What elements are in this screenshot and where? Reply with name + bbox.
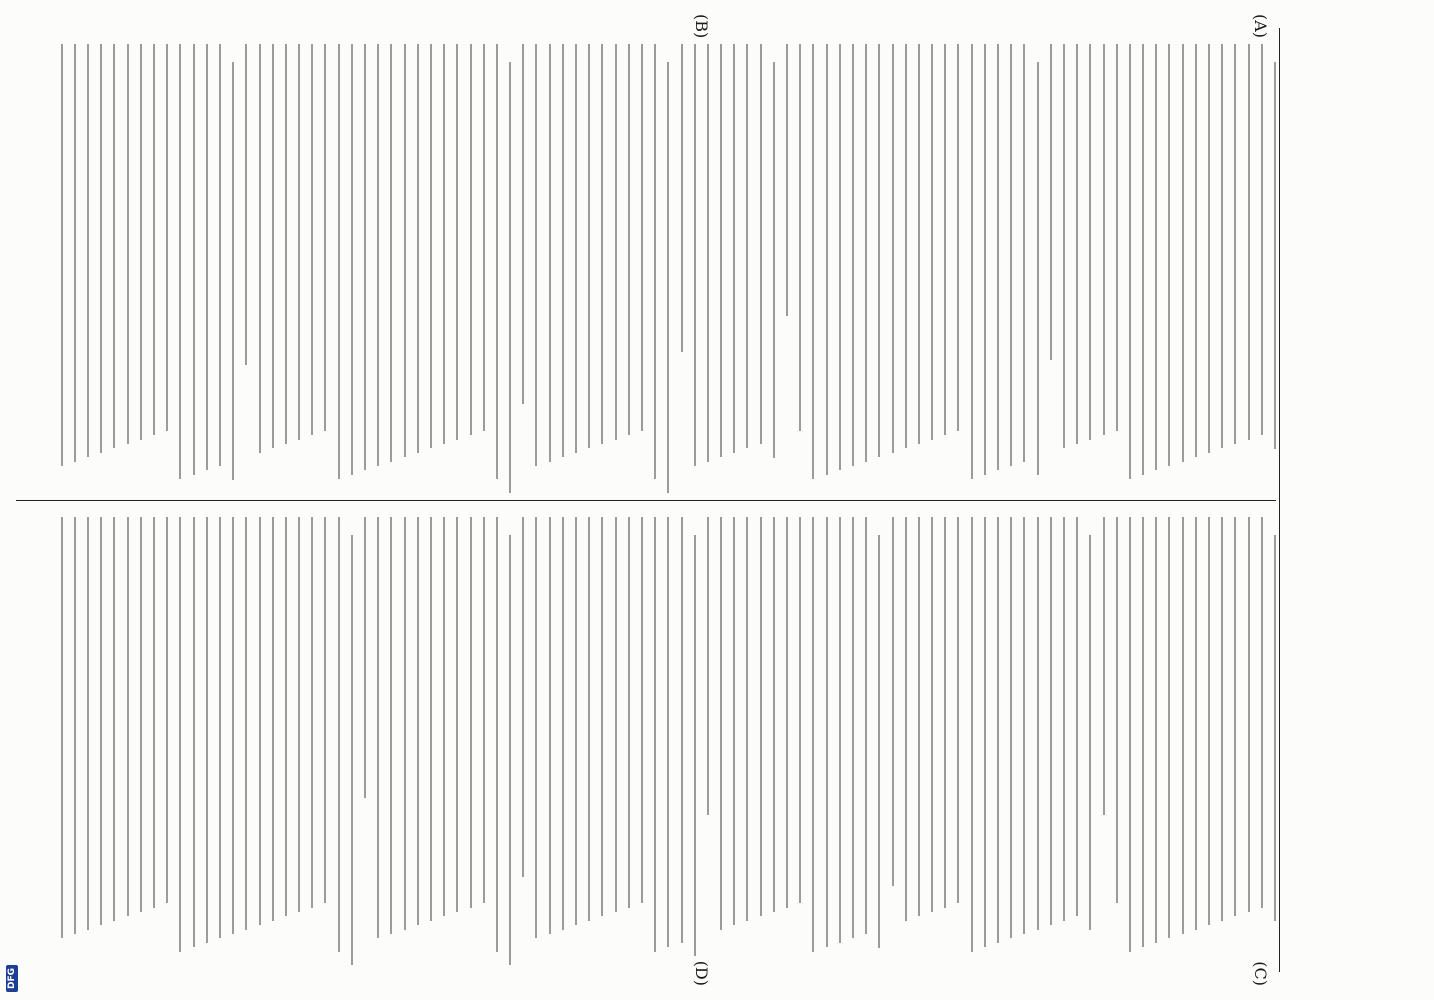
text-line-placeholder bbox=[931, 517, 933, 913]
text-line-placeholder bbox=[325, 517, 327, 904]
text-line-placeholder bbox=[865, 517, 867, 935]
text-line-placeholder bbox=[549, 517, 551, 935]
text-line-placeholder bbox=[153, 44, 155, 435]
text-line-placeholder bbox=[1076, 44, 1078, 444]
text-line-placeholder bbox=[707, 517, 709, 816]
text-line-placeholder bbox=[918, 517, 920, 917]
text-line-placeholder bbox=[285, 517, 287, 917]
text-line-placeholder bbox=[747, 44, 749, 448]
margin-marker-c: (C) bbox=[1251, 961, 1270, 986]
text-line-placeholder bbox=[364, 44, 366, 470]
text-line-placeholder bbox=[100, 517, 102, 926]
text-line-placeholder bbox=[997, 517, 999, 943]
text-line-placeholder bbox=[496, 44, 498, 479]
text-line-placeholder bbox=[179, 44, 181, 479]
left-column-lines bbox=[61, 44, 1276, 484]
text-line-placeholder bbox=[720, 517, 722, 930]
text-line-placeholder bbox=[87, 517, 89, 930]
text-line-placeholder bbox=[219, 44, 221, 466]
text-line-placeholder bbox=[760, 517, 762, 917]
text-line-placeholder bbox=[588, 517, 590, 921]
text-line-placeholder bbox=[536, 517, 538, 939]
text-line-placeholder bbox=[1208, 44, 1210, 453]
text-line-placeholder bbox=[958, 44, 960, 431]
text-line-placeholder bbox=[984, 44, 986, 475]
text-line-placeholder bbox=[773, 517, 775, 913]
text-line-placeholder bbox=[351, 535, 353, 966]
text-line-placeholder bbox=[417, 44, 419, 453]
text-line-placeholder bbox=[944, 44, 946, 435]
text-line-placeholder bbox=[127, 44, 129, 444]
text-line-placeholder bbox=[1129, 517, 1131, 952]
text-line-placeholder bbox=[1050, 44, 1052, 360]
text-line-placeholder bbox=[61, 44, 63, 466]
text-line-placeholder bbox=[799, 517, 801, 904]
text-line-placeholder bbox=[918, 44, 920, 444]
text-line-placeholder bbox=[364, 517, 366, 798]
text-line-placeholder bbox=[193, 44, 195, 475]
text-line-placeholder bbox=[1248, 44, 1250, 440]
text-line-placeholder bbox=[892, 44, 894, 453]
text-line-placeholder bbox=[852, 517, 854, 939]
text-line-placeholder bbox=[852, 44, 854, 466]
text-line-placeholder bbox=[127, 517, 129, 917]
text-line-placeholder bbox=[206, 44, 208, 470]
text-line-placeholder bbox=[1155, 517, 1157, 943]
text-line-placeholder bbox=[905, 44, 907, 448]
text-line-placeholder bbox=[259, 517, 261, 926]
text-line-placeholder bbox=[760, 44, 762, 444]
text-line-placeholder bbox=[496, 517, 498, 952]
text-line-placeholder bbox=[1116, 517, 1118, 904]
text-line-placeholder bbox=[931, 44, 933, 440]
text-line-placeholder bbox=[536, 44, 538, 466]
text-line-placeholder bbox=[87, 44, 89, 457]
text-line-placeholder bbox=[245, 44, 247, 365]
text-line-placeholder bbox=[720, 44, 722, 457]
text-line-placeholder bbox=[1023, 517, 1025, 935]
text-line-placeholder bbox=[839, 44, 841, 470]
text-line-placeholder bbox=[259, 44, 261, 453]
text-line-placeholder bbox=[575, 44, 577, 453]
text-line-placeholder bbox=[404, 44, 406, 457]
text-line-placeholder bbox=[140, 517, 142, 913]
text-line-placeholder bbox=[311, 517, 313, 908]
text-line-placeholder bbox=[74, 517, 76, 935]
text-line-placeholder bbox=[839, 517, 841, 943]
text-line-placeholder bbox=[786, 44, 788, 316]
text-line-placeholder bbox=[509, 535, 511, 966]
text-line-placeholder bbox=[1182, 517, 1184, 935]
text-line-placeholder bbox=[298, 517, 300, 913]
text-line-placeholder bbox=[232, 517, 234, 935]
text-line-placeholder bbox=[1261, 44, 1263, 435]
text-line-placeholder bbox=[232, 62, 234, 480]
margin-marker-d: (D) bbox=[692, 960, 711, 986]
text-line-placeholder bbox=[1234, 44, 1236, 444]
text-line-placeholder bbox=[601, 44, 603, 444]
text-line-placeholder bbox=[206, 517, 208, 943]
text-line-placeholder bbox=[1103, 44, 1105, 435]
text-line-placeholder bbox=[61, 517, 63, 939]
text-line-placeholder bbox=[1010, 517, 1012, 939]
text-line-placeholder bbox=[747, 517, 749, 921]
text-line-placeholder bbox=[1182, 44, 1184, 462]
text-line-placeholder bbox=[298, 44, 300, 440]
text-line-placeholder bbox=[984, 517, 986, 948]
right-column-lines bbox=[61, 517, 1276, 957]
text-line-placeholder bbox=[404, 517, 406, 930]
text-line-placeholder bbox=[1234, 517, 1236, 917]
text-line-placeholder bbox=[285, 44, 287, 444]
text-line-placeholder bbox=[325, 44, 327, 431]
text-line-placeholder bbox=[483, 44, 485, 431]
text-line-placeholder bbox=[694, 535, 696, 957]
text-line-placeholder bbox=[667, 517, 669, 948]
text-line-placeholder bbox=[1023, 44, 1025, 462]
text-line-placeholder bbox=[1274, 62, 1276, 449]
text-line-placeholder bbox=[601, 517, 603, 917]
text-line-placeholder bbox=[483, 517, 485, 904]
text-line-placeholder bbox=[114, 44, 116, 448]
text-line-placeholder bbox=[892, 517, 894, 886]
text-line-placeholder bbox=[799, 44, 801, 431]
text-line-placeholder bbox=[1089, 44, 1091, 440]
text-line-placeholder bbox=[1221, 517, 1223, 921]
text-line-placeholder bbox=[377, 44, 379, 466]
text-line-placeholder bbox=[430, 44, 432, 448]
text-line-placeholder bbox=[1063, 44, 1065, 448]
text-line-placeholder bbox=[245, 517, 247, 930]
text-line-placeholder bbox=[654, 44, 656, 479]
text-line-placeholder bbox=[733, 517, 735, 926]
left-column bbox=[16, 14, 1276, 500]
text-line-placeholder bbox=[1076, 517, 1078, 917]
text-line-placeholder bbox=[562, 44, 564, 457]
text-line-placeholder bbox=[997, 44, 999, 470]
text-line-placeholder bbox=[179, 517, 181, 952]
text-line-placeholder bbox=[470, 44, 472, 435]
text-line-placeholder bbox=[681, 44, 683, 352]
text-line-placeholder bbox=[878, 535, 880, 948]
text-line-placeholder bbox=[338, 517, 340, 952]
text-line-placeholder bbox=[694, 44, 696, 466]
text-line-placeholder bbox=[1274, 535, 1276, 922]
margin-marker-a: (A) bbox=[1251, 14, 1270, 39]
text-line-placeholder bbox=[272, 517, 274, 921]
text-line-placeholder bbox=[654, 517, 656, 952]
text-line-placeholder bbox=[628, 44, 630, 435]
text-line-placeholder bbox=[522, 517, 524, 877]
text-line-placeholder bbox=[443, 517, 445, 917]
text-line-placeholder bbox=[351, 44, 353, 475]
text-line-placeholder bbox=[443, 44, 445, 444]
text-line-placeholder bbox=[390, 517, 392, 935]
text-line-placeholder bbox=[1169, 517, 1171, 939]
text-line-placeholder bbox=[878, 44, 880, 457]
text-line-placeholder bbox=[944, 517, 946, 908]
text-line-placeholder bbox=[1116, 44, 1118, 431]
text-line-placeholder bbox=[575, 517, 577, 926]
text-line-placeholder bbox=[377, 517, 379, 939]
text-line-placeholder bbox=[971, 44, 973, 479]
text-line-placeholder bbox=[522, 44, 524, 404]
page-header bbox=[1279, 28, 1304, 972]
text-line-placeholder bbox=[430, 517, 432, 921]
text-line-placeholder bbox=[1155, 44, 1157, 470]
text-line-placeholder bbox=[773, 62, 775, 458]
text-line-placeholder bbox=[470, 517, 472, 908]
text-line-placeholder bbox=[1103, 517, 1105, 816]
text-line-placeholder bbox=[1169, 44, 1171, 466]
text-line-placeholder bbox=[628, 517, 630, 908]
text-line-placeholder bbox=[417, 517, 419, 926]
text-line-placeholder bbox=[826, 517, 828, 948]
text-line-placeholder bbox=[140, 44, 142, 440]
text-line-placeholder bbox=[1050, 517, 1052, 926]
text-line-placeholder bbox=[733, 44, 735, 453]
text-line-placeholder bbox=[958, 517, 960, 904]
text-line-placeholder bbox=[1195, 517, 1197, 930]
text-line-placeholder bbox=[562, 517, 564, 930]
margin-marker-b: (B) bbox=[692, 14, 711, 39]
text-line-placeholder bbox=[1129, 44, 1131, 479]
text-line-placeholder bbox=[971, 517, 973, 952]
text-line-placeholder bbox=[865, 44, 867, 462]
text-line-placeholder bbox=[588, 44, 590, 448]
text-line-placeholder bbox=[153, 517, 155, 908]
text-line-placeholder bbox=[74, 44, 76, 462]
text-line-placeholder bbox=[509, 62, 511, 493]
right-column bbox=[16, 500, 1276, 986]
text-line-placeholder bbox=[100, 44, 102, 453]
text-line-placeholder bbox=[1261, 517, 1263, 908]
text-line-placeholder bbox=[338, 44, 340, 479]
text-line-placeholder bbox=[1195, 44, 1197, 457]
text-line-placeholder bbox=[456, 517, 458, 913]
text-line-placeholder bbox=[219, 517, 221, 939]
text-line-placeholder bbox=[641, 517, 643, 904]
text-line-placeholder bbox=[1142, 517, 1144, 948]
text-line-placeholder bbox=[1248, 517, 1250, 913]
text-line-placeholder bbox=[193, 517, 195, 948]
text-line-placeholder bbox=[1037, 517, 1039, 930]
text-line-placeholder bbox=[272, 44, 274, 448]
text-line-placeholder bbox=[456, 44, 458, 440]
text-line-placeholder bbox=[549, 44, 551, 462]
text-line-placeholder bbox=[615, 517, 617, 913]
text-line-placeholder bbox=[1208, 517, 1210, 926]
digitization-footer bbox=[4, 0, 20, 996]
rotated-document-page bbox=[10, 10, 1310, 990]
text-line-placeholder bbox=[166, 44, 168, 431]
text-line-placeholder bbox=[812, 517, 814, 952]
text-columns bbox=[16, 14, 1276, 986]
text-line-placeholder bbox=[1221, 44, 1223, 448]
text-line-placeholder bbox=[786, 517, 788, 908]
text-line-placeholder bbox=[615, 44, 617, 440]
text-line-placeholder bbox=[1010, 44, 1012, 466]
text-line-placeholder bbox=[166, 517, 168, 904]
text-line-placeholder bbox=[1063, 517, 1065, 921]
dfg-logo: DFG bbox=[6, 965, 18, 992]
text-line-placeholder bbox=[905, 517, 907, 921]
text-line-placeholder bbox=[1142, 44, 1144, 475]
text-line-placeholder bbox=[1037, 62, 1039, 475]
text-line-placeholder bbox=[681, 517, 683, 943]
text-line-placeholder bbox=[390, 44, 392, 462]
text-line-placeholder bbox=[114, 517, 116, 921]
text-line-placeholder bbox=[826, 44, 828, 475]
text-line-placeholder bbox=[311, 44, 313, 435]
text-line-placeholder bbox=[707, 44, 709, 462]
text-line-placeholder bbox=[667, 62, 669, 493]
text-line-placeholder bbox=[641, 44, 643, 431]
text-line-placeholder bbox=[1089, 535, 1091, 931]
text-line-placeholder bbox=[812, 44, 814, 479]
